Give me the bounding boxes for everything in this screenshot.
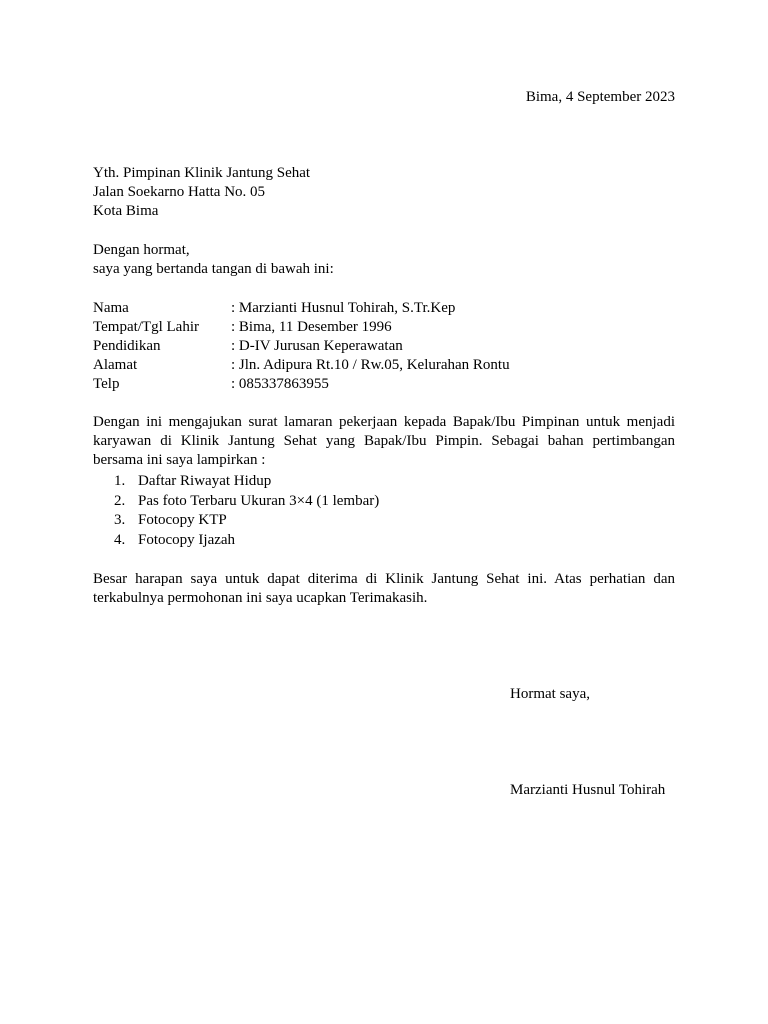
regards: Hormat saya, [510, 686, 590, 702]
opening-line: saya yang bertanda tangan di bawah ini: [93, 261, 334, 277]
identity-row-birth [93, 318, 510, 337]
recipient-line-city: Kota Bima [93, 203, 159, 219]
recipient-line-address: Jalan Soekarno Hatta No. 05 [93, 184, 266, 200]
identity-label: Tempat/Tgl Lahir [93, 319, 199, 335]
identity-label: Alamat [93, 357, 138, 373]
intro-paragraph: Dengan ini mengajukan surat lamaran pekerjaan kepada Bapak/Ibu Pimpinan untuk menjadi karyawan di Klinik Jantung Sehat yang Bapak/Ibu Pimpin. Sebagai bahan pertimbangan bersama ini saya lampirkan : [93, 414, 675, 468]
identity-row-phone [93, 375, 510, 394]
list-number: 4. [114, 531, 126, 548]
identity-value: : 085337863955 [231, 376, 329, 392]
list-number: 3. [114, 512, 126, 528]
closing-paragraph: Besar harapan saya untuk dapat diterima di Klinik Jantung Sehat ini. Atas perhatian dan terkabulnya permohonan ini saya ucapkan Terimakasih. [93, 571, 675, 606]
recipient-line-title: Yth. Pimpinan Klinik Jantung Sehat [93, 165, 311, 181]
identity-label: Telp [93, 376, 120, 392]
recipient-block [93, 164, 310, 221]
identity-value: : Jln. Adipura Rt.10 / Rw.05, Kelurahan Rontu [231, 357, 510, 373]
identity-value: : D-IV Jurusan Keperawatan [231, 338, 403, 354]
place-date: Bima, 4 September 2023 [525, 89, 675, 105]
identity-row-address [93, 356, 510, 375]
list-item [114, 511, 379, 531]
list-text: Fotocopy Ijazah [138, 531, 236, 548]
identity-label: Nama [93, 300, 129, 316]
list-text: Fotocopy KTP [138, 512, 227, 528]
identity-value: : Marzianti Husnul Tohirah, S.Tr.Kep [231, 300, 456, 316]
identity-label: Pendidikan [93, 338, 161, 354]
list-number: 2. [114, 492, 126, 509]
list-text: Daftar Riwayat Hidup [138, 473, 272, 489]
list-item [114, 472, 379, 492]
list-item [114, 492, 379, 512]
signature-name: Marzianti Husnul Tohirah [510, 782, 666, 798]
greeting-block [93, 241, 334, 279]
attachment-list [114, 472, 379, 550]
identity-row-education [93, 337, 510, 356]
identity-table [93, 299, 510, 394]
list-number: 1. [114, 473, 126, 489]
greeting: Dengan hormat, [93, 242, 190, 258]
identity-value: : Bima, 11 Desember 1996 [231, 319, 392, 335]
list-item [114, 531, 379, 551]
identity-row-name [93, 299, 510, 318]
list-text: Pas foto Terbaru Ukuran 3×4 (1 lembar) [138, 492, 380, 509]
